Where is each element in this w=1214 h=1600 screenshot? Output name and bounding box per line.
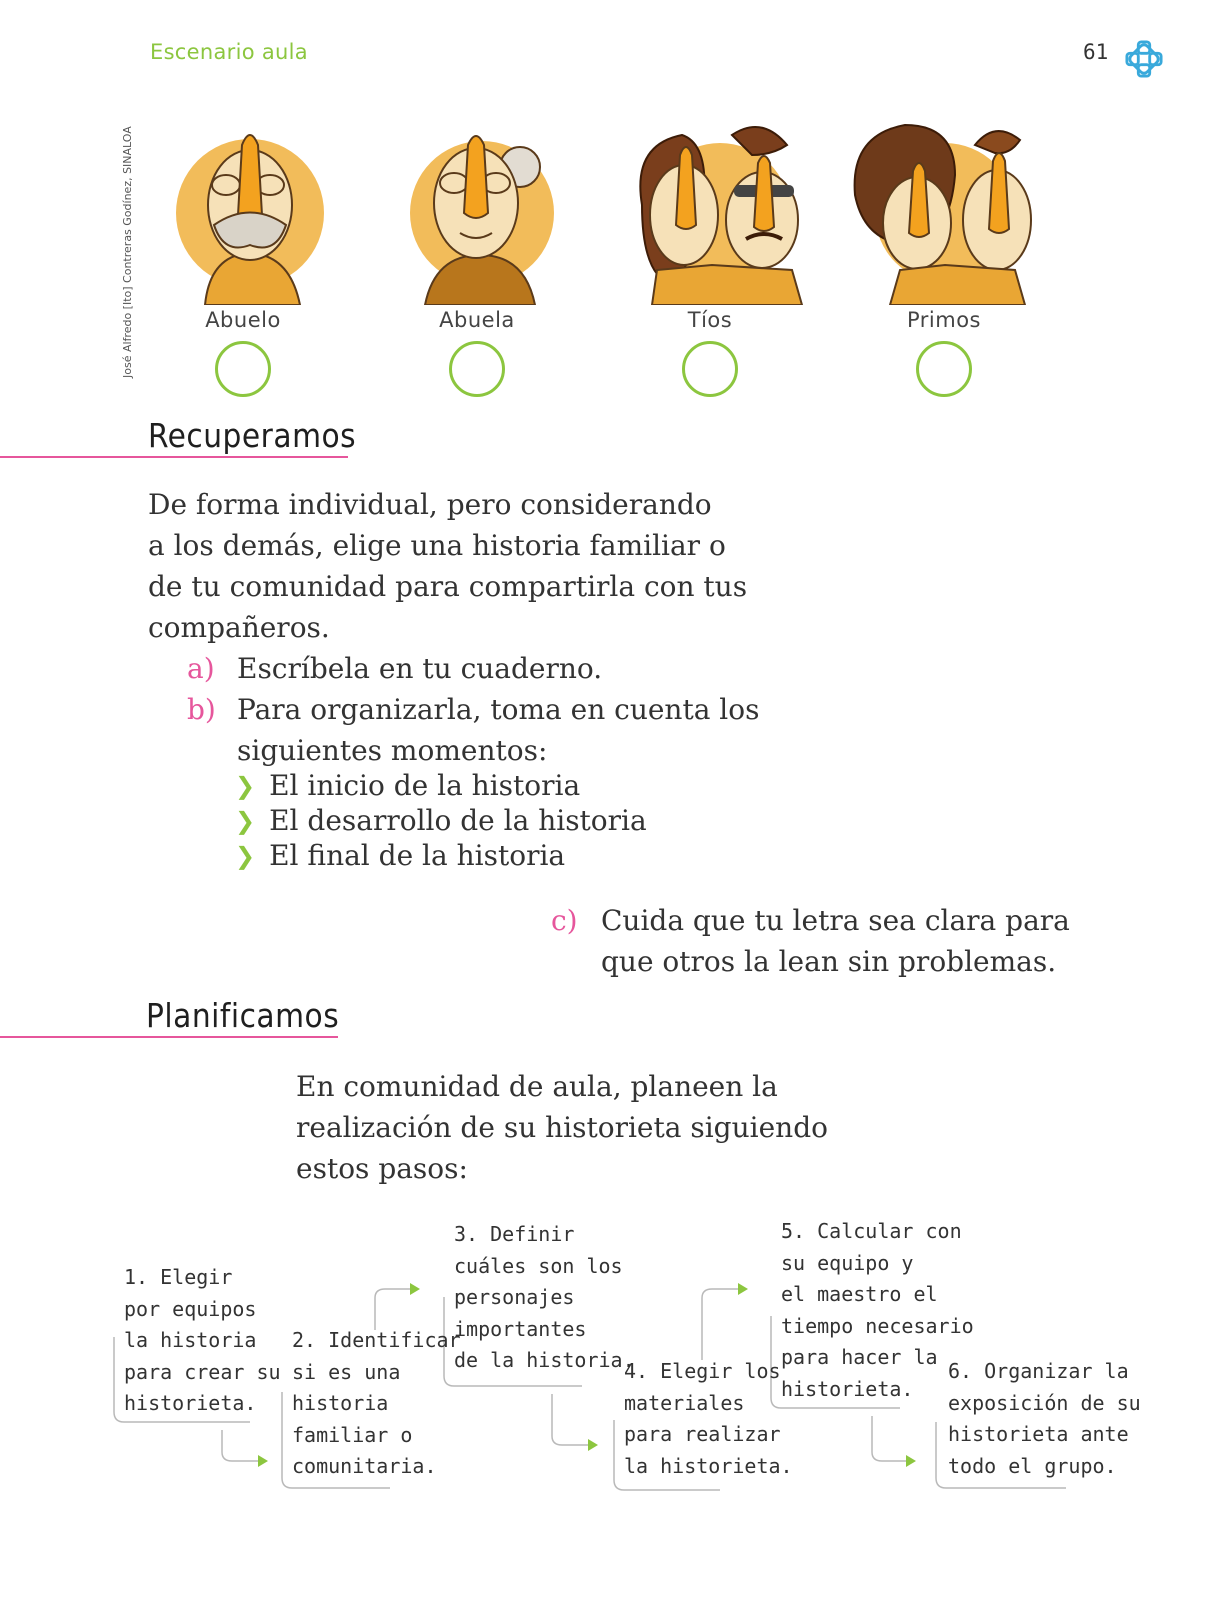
chevron-bullet-icon: ❯ (235, 841, 256, 870)
intro-line: compañeros. (148, 611, 330, 644)
item-a-text: Escríbela en tu cuaderno. (237, 652, 603, 685)
item-b-line: Para organizarla, toma en cuenta los (237, 693, 760, 726)
step-6: 6. Organizar la exposición de su historieta ante todo el grupo. (948, 1359, 1141, 1478)
illustration-credit: José Alfredo [Ito] Contreras Godínez, SINALOA (121, 126, 134, 378)
label-tios: Tíos (687, 308, 733, 332)
step-3: 3. Definir cuáles son los personajes importantes de la historia. (454, 1222, 635, 1372)
list-item: ❯ El inicio de la historia (235, 769, 581, 802)
running-head: Escenario aula (150, 40, 308, 64)
step-1: 1. Elegir por equipos la historia para crear su historieta. (124, 1265, 281, 1415)
chevron-bullet-icon: ❯ (235, 806, 256, 835)
step-5: 5. Calcular con su equipo y el maestro el tiempo necesario para hacer la historieta. (781, 1219, 974, 1401)
intro-line: De forma individual, pero considerando (148, 488, 712, 521)
list-item: ❯ El final de la historia (235, 839, 566, 872)
item-b-marker: b) (187, 693, 216, 726)
item-a-marker: a) (187, 652, 215, 685)
intro-line: a los demás, elige una historia familiar o (148, 529, 726, 562)
item-b-line: siguientes momentos: (237, 734, 548, 767)
item-c-line: que otros la lean sin problemas. (601, 945, 1057, 978)
label-abuelo: Abuelo (205, 308, 281, 332)
intro-line: estos pasos: (296, 1152, 468, 1185)
intro-line: En comunidad de aula, planeen la (296, 1070, 778, 1103)
item-c-line: Cuida que tu letra sea clara para (601, 904, 1070, 937)
page-number: 61 (1083, 40, 1109, 64)
intro-line: de tu comunidad para compartirla con tus (148, 570, 748, 603)
label-primos: Primos (906, 308, 981, 332)
section-title-planificamos: Planificamos (146, 996, 340, 1035)
list-item: ❯ El desarrollo de la historia (235, 804, 647, 837)
label-abuela: Abuela (439, 308, 515, 332)
step-4: 4. Elegir los materiales para realizar la historieta. (624, 1359, 793, 1478)
chevron-bullet-icon: ❯ (235, 771, 256, 800)
section-title-recuperamos: Recuperamos (148, 416, 357, 455)
intro-line: realización de su historieta siguiendo (296, 1111, 828, 1144)
step-2: 2. Identificar si es una historia familiar o comunitaria. (292, 1328, 461, 1478)
item-c-marker: c) (551, 904, 578, 937)
